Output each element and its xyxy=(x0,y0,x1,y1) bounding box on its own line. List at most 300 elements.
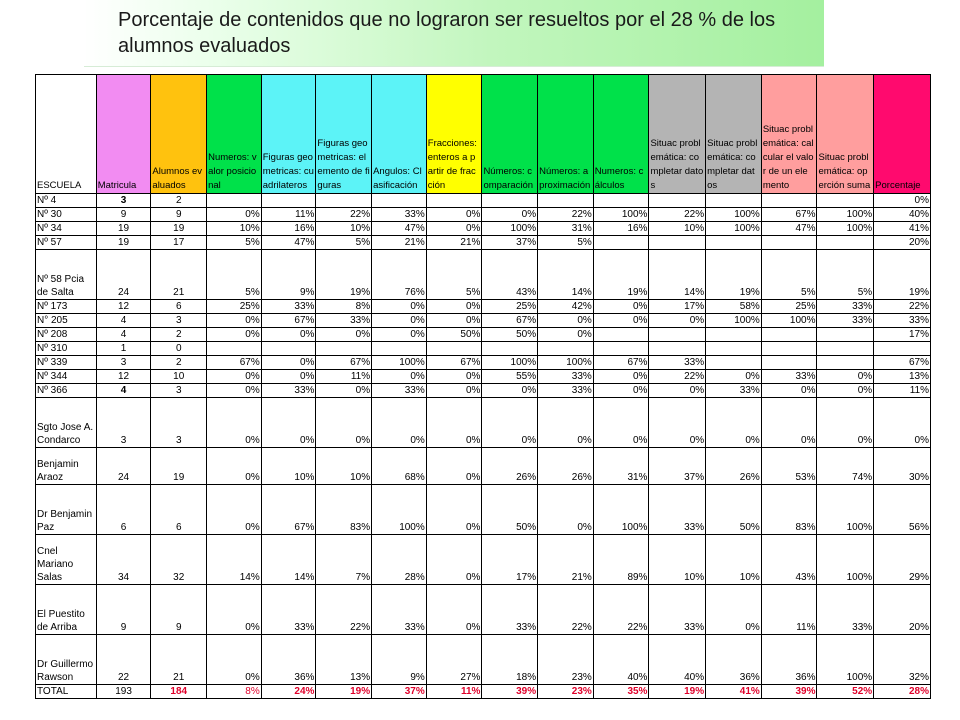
porcentaje-cell: 0% xyxy=(874,398,931,448)
percent-cell: 33% xyxy=(372,208,427,222)
percent-cell: 0% xyxy=(372,398,427,448)
percent-cell xyxy=(817,236,874,250)
percent-cell: 18% xyxy=(482,635,538,685)
table-row xyxy=(36,300,931,314)
percent-cell: 0% xyxy=(706,370,762,384)
percent-cell: 0% xyxy=(426,222,482,236)
percent-cell xyxy=(761,236,817,250)
matricula-cell: 3 xyxy=(96,194,151,208)
percent-cell: 0% xyxy=(207,328,262,342)
percent-cell: 22% xyxy=(593,585,649,635)
percent-cell: 21% xyxy=(538,535,594,585)
percent-cell: 0% xyxy=(817,384,874,398)
percent-cell: 22% xyxy=(649,370,706,384)
school-name: N° 205 xyxy=(36,314,97,328)
evaluados-cell: 3 xyxy=(151,384,207,398)
percent-cell: 23% xyxy=(538,635,594,685)
percent-cell: 100% xyxy=(482,356,538,370)
percent-cell: 100% xyxy=(817,208,874,222)
percent-cell: 5% xyxy=(761,250,817,300)
percent-cell: 0% xyxy=(426,485,482,535)
percent-cell: 100% xyxy=(817,485,874,535)
percent-cell: 0% xyxy=(207,485,262,535)
percent-cell: 33% xyxy=(817,585,874,635)
percent-cell: 19% xyxy=(593,250,649,300)
percent-cell xyxy=(593,328,649,342)
percent-cell: 0% xyxy=(207,448,262,485)
evaluados-cell: 10 xyxy=(151,370,207,384)
percent-cell: 8% xyxy=(316,300,372,314)
percent-cell: 5% xyxy=(538,236,594,250)
table-body xyxy=(36,194,931,699)
percent-cell: 33% xyxy=(761,370,817,384)
percent-cell: 100% xyxy=(372,356,427,370)
percent-cell: 0% xyxy=(426,585,482,635)
percent-cell: 67% xyxy=(207,356,262,370)
results-table xyxy=(35,74,931,699)
percent-cell: 11% xyxy=(426,685,482,699)
percent-cell: 0% xyxy=(482,384,538,398)
percent-cell: 25% xyxy=(482,300,538,314)
table-row xyxy=(36,356,931,370)
matricula-cell: 24 xyxy=(96,448,151,485)
percent-cell: 100% xyxy=(817,222,874,236)
porcentaje-cell: 32% xyxy=(874,635,931,685)
percent-cell: 33% xyxy=(817,300,874,314)
percent-cell xyxy=(706,236,762,250)
evaluados-cell: 6 xyxy=(151,485,207,535)
matricula-cell: 3 xyxy=(96,356,151,370)
percent-cell xyxy=(649,328,706,342)
percent-cell: 16% xyxy=(261,222,316,236)
percent-cell: 22% xyxy=(316,208,372,222)
evaluados-cell: 6 xyxy=(151,300,207,314)
percent-cell: 43% xyxy=(482,250,538,300)
table-row xyxy=(36,585,931,635)
percent-cell: 33% xyxy=(261,300,316,314)
evaluados-cell: 32 xyxy=(151,535,207,585)
percent-cell: 10% xyxy=(649,535,706,585)
table-row xyxy=(36,222,931,236)
evaluados-cell: 2 xyxy=(151,356,207,370)
percent-cell xyxy=(482,194,538,208)
porcentaje-cell: 20% xyxy=(874,585,931,635)
evaluados-cell: 19 xyxy=(151,448,207,485)
table-row xyxy=(36,370,931,384)
school-name: Nº 310 xyxy=(36,342,97,356)
percent-cell: 17% xyxy=(482,535,538,585)
percent-cell: 0% xyxy=(538,328,594,342)
column-header: Situac problemática: calcular el valor de un elemento xyxy=(761,75,817,194)
percent-cell: 0% xyxy=(649,398,706,448)
percent-cell: 22% xyxy=(316,585,372,635)
percent-cell: 83% xyxy=(761,485,817,535)
percent-cell: 0% xyxy=(649,314,706,328)
school-name: Cnel Mariano Salas xyxy=(36,535,97,585)
percent-cell: 0% xyxy=(372,314,427,328)
percent-cell: 67% xyxy=(261,314,316,328)
porcentaje-cell xyxy=(874,342,931,356)
percent-cell: 67% xyxy=(426,356,482,370)
percent-cell xyxy=(207,194,262,208)
evaluados-cell: 9 xyxy=(151,208,207,222)
percent-cell: 0% xyxy=(426,398,482,448)
percent-cell: 0% xyxy=(316,384,372,398)
percent-cell: 33% xyxy=(261,585,316,635)
school-name: Nº 34 xyxy=(36,222,97,236)
porcentaje-cell: 13% xyxy=(874,370,931,384)
percent-cell: 83% xyxy=(316,485,372,535)
percent-cell: 67% xyxy=(761,208,817,222)
percent-cell: 0% xyxy=(593,300,649,314)
matricula-cell: 19 xyxy=(96,236,151,250)
evaluados-cell: 2 xyxy=(151,194,207,208)
percent-cell: 0% xyxy=(261,398,316,448)
percent-cell: 33% xyxy=(261,384,316,398)
school-name: Nº 30 xyxy=(36,208,97,222)
table-row xyxy=(36,328,931,342)
percent-cell: 0% xyxy=(593,398,649,448)
table-row xyxy=(36,208,931,222)
percent-cell: 68% xyxy=(372,448,427,485)
table-row xyxy=(36,448,931,485)
percent-cell: 23% xyxy=(538,685,594,699)
column-header: Figuras geometricas: cuadrilateros xyxy=(261,75,316,194)
percent-cell: 19% xyxy=(649,685,706,699)
matricula-cell: 4 xyxy=(96,384,151,398)
percent-cell: 100% xyxy=(706,314,762,328)
column-header: Alumnos evaluados xyxy=(151,75,207,194)
percent-cell: 0% xyxy=(261,328,316,342)
percent-cell: 0% xyxy=(817,398,874,448)
percent-cell: 0% xyxy=(761,398,817,448)
total-row xyxy=(36,685,931,699)
percent-cell: 100% xyxy=(372,485,427,535)
percent-cell: 0% xyxy=(207,635,262,685)
percent-cell: 100% xyxy=(593,208,649,222)
percent-cell: 0% xyxy=(426,300,482,314)
percent-cell xyxy=(538,194,594,208)
school-name: Nº 366 xyxy=(36,384,97,398)
matricula-cell: 12 xyxy=(96,300,151,314)
percent-cell: 35% xyxy=(593,685,649,699)
percent-cell: 89% xyxy=(593,535,649,585)
matricula-cell: 12 xyxy=(96,370,151,384)
percent-cell: 0% xyxy=(261,356,316,370)
percent-cell xyxy=(706,356,762,370)
percent-cell: 31% xyxy=(593,448,649,485)
percent-cell: 11% xyxy=(761,585,817,635)
percent-cell: 21% xyxy=(426,236,482,250)
percent-cell: 25% xyxy=(761,300,817,314)
school-name: Nº 339 xyxy=(36,356,97,370)
percent-cell: 76% xyxy=(372,250,427,300)
column-header: Matricula xyxy=(96,75,151,194)
porcentaje-cell: 40% xyxy=(874,208,931,222)
percent-cell: 41% xyxy=(706,685,762,699)
percent-cell xyxy=(706,194,762,208)
percent-cell: 37% xyxy=(372,685,427,699)
percent-cell: 14% xyxy=(261,535,316,585)
percent-cell: 5% xyxy=(316,236,372,250)
percent-cell: 22% xyxy=(538,208,594,222)
percent-cell xyxy=(761,194,817,208)
column-header: Situac problemática: completar datos xyxy=(649,75,706,194)
percent-cell: 0% xyxy=(261,370,316,384)
porcentaje-cell: 0% xyxy=(874,194,931,208)
percent-cell: 0% xyxy=(593,384,649,398)
percent-cell xyxy=(761,342,817,356)
percent-cell: 8% xyxy=(207,685,262,699)
percent-cell: 43% xyxy=(761,535,817,585)
percent-cell xyxy=(649,236,706,250)
table-row xyxy=(36,314,931,328)
percent-cell: 0% xyxy=(426,448,482,485)
percent-cell: 0% xyxy=(372,300,427,314)
percent-cell xyxy=(706,328,762,342)
column-header: Fracciones: enteros a partir de fracción xyxy=(426,75,482,194)
percent-cell: 11% xyxy=(261,208,316,222)
percent-cell: 0% xyxy=(706,585,762,635)
percent-cell: 100% xyxy=(593,485,649,535)
percent-cell: 24% xyxy=(261,685,316,699)
percent-cell: 22% xyxy=(538,585,594,635)
percent-cell xyxy=(649,194,706,208)
percent-cell: 33% xyxy=(649,585,706,635)
school-name: Dr Benjamin Paz xyxy=(36,485,97,535)
percent-cell: 11% xyxy=(316,370,372,384)
percent-cell: 14% xyxy=(207,535,262,585)
percent-cell: 0% xyxy=(817,370,874,384)
percent-cell: 0% xyxy=(706,398,762,448)
percent-cell: 0% xyxy=(207,370,262,384)
column-header: Porcentaje xyxy=(874,75,931,194)
evaluados-cell: 21 xyxy=(151,635,207,685)
percent-cell: 9% xyxy=(372,635,427,685)
percent-cell: 25% xyxy=(207,300,262,314)
school-name: Benjamin Araoz xyxy=(36,448,97,485)
column-header: Situac problemática: operción suma xyxy=(817,75,874,194)
percent-cell: 52% xyxy=(817,685,874,699)
table-row xyxy=(36,384,931,398)
percent-cell xyxy=(261,194,316,208)
matricula-cell: 9 xyxy=(96,585,151,635)
evaluados-cell: 3 xyxy=(151,314,207,328)
percent-cell xyxy=(538,342,594,356)
percent-cell: 19% xyxy=(316,250,372,300)
percent-cell: 0% xyxy=(207,314,262,328)
porcentaje-cell: 28% xyxy=(874,685,931,699)
percent-cell xyxy=(316,342,372,356)
percent-cell: 74% xyxy=(817,448,874,485)
percent-cell xyxy=(426,342,482,356)
percent-cell: 22% xyxy=(649,208,706,222)
percent-cell: 16% xyxy=(593,222,649,236)
percent-cell: 21% xyxy=(372,236,427,250)
percent-cell xyxy=(649,342,706,356)
evaluados-cell: 0 xyxy=(151,342,207,356)
percent-cell: 33% xyxy=(538,370,594,384)
percent-cell: 10% xyxy=(207,222,262,236)
percent-cell: 19% xyxy=(706,250,762,300)
matricula-cell: 4 xyxy=(96,328,151,342)
matricula-cell: 9 xyxy=(96,208,151,222)
percent-cell: 53% xyxy=(761,448,817,485)
percent-cell: 10% xyxy=(316,448,372,485)
porcentaje-cell: 67% xyxy=(874,356,931,370)
percent-cell xyxy=(426,194,482,208)
school-name: Dr Guillermo Rawson xyxy=(36,635,97,685)
column-header: Numeros: valor posicional xyxy=(207,75,262,194)
percent-cell: 40% xyxy=(593,635,649,685)
percent-cell: 5% xyxy=(817,250,874,300)
percent-cell: 0% xyxy=(207,585,262,635)
percent-cell xyxy=(761,328,817,342)
percent-cell: 0% xyxy=(426,208,482,222)
porcentaje-cell: 33% xyxy=(874,314,931,328)
percent-cell: 39% xyxy=(761,685,817,699)
matricula-cell: 193 xyxy=(96,685,151,699)
percent-cell: 10% xyxy=(706,535,762,585)
percent-cell: 33% xyxy=(817,314,874,328)
percent-cell: 50% xyxy=(426,328,482,342)
header-row xyxy=(36,75,931,194)
school-name: Nº 173 xyxy=(36,300,97,314)
percent-cell: 100% xyxy=(761,314,817,328)
percent-cell: 0% xyxy=(207,384,262,398)
percent-cell: 42% xyxy=(538,300,594,314)
matricula-cell: 1 xyxy=(96,342,151,356)
percent-cell: 14% xyxy=(538,250,594,300)
percent-cell xyxy=(593,194,649,208)
percent-cell: 33% xyxy=(372,384,427,398)
percent-cell: 50% xyxy=(482,485,538,535)
percent-cell: 36% xyxy=(706,635,762,685)
school-name: Nº 344 xyxy=(36,370,97,384)
matricula-cell: 22 xyxy=(96,635,151,685)
school-name: Sgto Jose A. Condarco xyxy=(36,398,97,448)
percent-cell: 100% xyxy=(817,535,874,585)
percent-cell xyxy=(372,194,427,208)
column-header: Números: comparación xyxy=(482,75,538,194)
percent-cell: 26% xyxy=(538,448,594,485)
table-row xyxy=(36,535,931,585)
percent-cell: 26% xyxy=(482,448,538,485)
percent-cell: 40% xyxy=(649,635,706,685)
percent-cell: 0% xyxy=(426,314,482,328)
table-row xyxy=(36,236,931,250)
column-header: ESCUELA xyxy=(36,75,97,194)
matricula-cell: 24 xyxy=(96,250,151,300)
percent-cell: 58% xyxy=(706,300,762,314)
percent-cell: 33% xyxy=(316,314,372,328)
porcentaje-cell: 22% xyxy=(874,300,931,314)
percent-cell: 0% xyxy=(372,328,427,342)
school-name: Nº 208 xyxy=(36,328,97,342)
percent-cell: 0% xyxy=(649,384,706,398)
percent-cell: 26% xyxy=(706,448,762,485)
percent-cell: 0% xyxy=(207,208,262,222)
percent-cell: 10% xyxy=(649,222,706,236)
evaluados-cell: 184 xyxy=(151,685,207,699)
evaluados-cell: 19 xyxy=(151,222,207,236)
evaluados-cell: 21 xyxy=(151,250,207,300)
percent-cell: 100% xyxy=(706,222,762,236)
percent-cell: 27% xyxy=(426,635,482,685)
percent-cell: 28% xyxy=(372,535,427,585)
porcentaje-cell: 41% xyxy=(874,222,931,236)
evaluados-cell: 3 xyxy=(151,398,207,448)
percent-cell: 33% xyxy=(706,384,762,398)
percent-cell xyxy=(261,342,316,356)
porcentaje-cell: 20% xyxy=(874,236,931,250)
school-name: TOTAL xyxy=(36,685,97,699)
percent-cell xyxy=(316,194,372,208)
percent-cell: 47% xyxy=(372,222,427,236)
percent-cell: 10% xyxy=(261,448,316,485)
percent-cell: 0% xyxy=(426,384,482,398)
percent-cell: 33% xyxy=(372,585,427,635)
percent-cell: 100% xyxy=(482,222,538,236)
evaluados-cell: 17 xyxy=(151,236,207,250)
evaluados-cell: 2 xyxy=(151,328,207,342)
table-row xyxy=(36,635,931,685)
percent-cell: 37% xyxy=(482,236,538,250)
percent-cell: 50% xyxy=(706,485,762,535)
percent-cell xyxy=(593,236,649,250)
percent-cell: 0% xyxy=(372,370,427,384)
percent-cell: 0% xyxy=(593,370,649,384)
porcentaje-cell: 56% xyxy=(874,485,931,535)
percent-cell xyxy=(706,342,762,356)
evaluados-cell: 9 xyxy=(151,585,207,635)
percent-cell: 33% xyxy=(649,356,706,370)
percent-cell: 31% xyxy=(538,222,594,236)
percent-cell: 36% xyxy=(761,635,817,685)
percent-cell: 0% xyxy=(316,328,372,342)
percent-cell xyxy=(817,342,874,356)
matricula-cell: 4 xyxy=(96,314,151,328)
porcentaje-cell: 19% xyxy=(874,250,931,300)
percent-cell: 19% xyxy=(316,685,372,699)
table-row xyxy=(36,194,931,208)
percent-cell xyxy=(761,356,817,370)
column-header: Numeros: cálculos xyxy=(593,75,649,194)
matricula-cell: 3 xyxy=(96,398,151,448)
percent-cell: 0% xyxy=(538,398,594,448)
table-row xyxy=(36,250,931,300)
percent-cell: 0% xyxy=(593,314,649,328)
matricula-cell: 19 xyxy=(96,222,151,236)
percent-cell: 67% xyxy=(593,356,649,370)
percent-cell xyxy=(817,328,874,342)
percent-cell: 47% xyxy=(261,236,316,250)
percent-cell: 67% xyxy=(482,314,538,328)
percent-cell: 5% xyxy=(426,250,482,300)
percent-cell: 7% xyxy=(316,535,372,585)
percent-cell: 33% xyxy=(482,585,538,635)
porcentaje-cell: 30% xyxy=(874,448,931,485)
percent-cell: 100% xyxy=(817,635,874,685)
percent-cell: 55% xyxy=(482,370,538,384)
table-row xyxy=(36,342,931,356)
percent-cell: 0% xyxy=(207,398,262,448)
table-row xyxy=(36,485,931,535)
percent-cell: 9% xyxy=(261,250,316,300)
percent-cell: 100% xyxy=(706,208,762,222)
percent-cell: 0% xyxy=(426,535,482,585)
percent-cell: 0% xyxy=(538,485,594,535)
